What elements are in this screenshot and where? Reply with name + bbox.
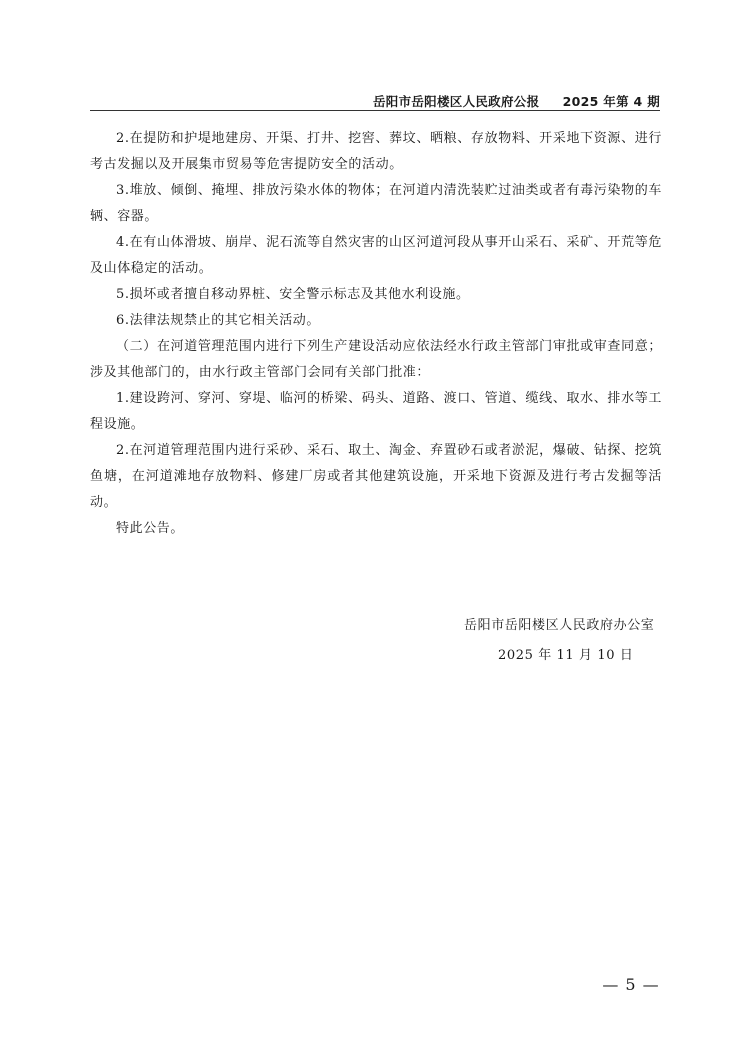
- signature-block: [440, 613, 680, 669]
- paragraph-item-6: 6.法律法规禁止的其它相关活动。: [116, 313, 321, 328]
- paragraph-item-5: 5.损坏或者擅自移动界桩、安全警示标志及其他水利设施。: [116, 287, 470, 302]
- document-body: [90, 126, 662, 542]
- paragraph-subitem-2: 2.在河道管理范围内进行采砂、采石、取土、淘金、弃置砂石或者淤泥，爆破、钻探、挖筑鱼塘，在河道滩地存放物料、修建厂房或者其他建筑设施，开采地下资源及进行考古发掘等活动。: [90, 443, 662, 510]
- paragraph-subitem-1: 1.建设跨河、穿河、穿堤、临河的桥梁、码头、道路、渡口、管道、缆线、取水、排水等工程设施。: [90, 391, 662, 432]
- closing-statement: 特此公告。: [116, 521, 185, 536]
- page-header: [90, 92, 660, 112]
- signature-organization: 岳阳市岳阳楼区人民政府办公室: [464, 618, 655, 633]
- page-number: — 5 —: [602, 975, 660, 994]
- header-divider: [90, 110, 660, 111]
- header-issue: 2025 年第 4 期: [562, 94, 660, 109]
- paragraph-item-2: 2.在提防和护堤地建房、开渠、打井、挖窖、葬坟、晒粮、存放物料、开采地下资源、进行考古发掘以及开展集市贸易等危害提防安全的活动。: [90, 131, 662, 172]
- paragraph-section-two: （二）在河道管理范围内进行下列生产建设活动应依法经水行政主管部门审批或审查同意；涉及其他部门的，由水行政主管部门会同有关部门批准：: [90, 339, 662, 380]
- paragraph-item-3: 3.堆放、倾倒、掩埋、排放污染水体的物体；在河道内清洗装贮过油类或者有毒污染物的车辆、容器。: [90, 183, 662, 224]
- paragraph-item-4: 4.在有山体滑坡、崩岸、泥石流等自然灾害的山区河道河段从事开山采石、采矿、开荒等危及山体稳定的活动。: [90, 235, 662, 276]
- header-title: 岳阳市岳阳楼区人民政府公报: [372, 94, 540, 109]
- signature-date: 2025 年 11 月 10 日: [498, 648, 634, 663]
